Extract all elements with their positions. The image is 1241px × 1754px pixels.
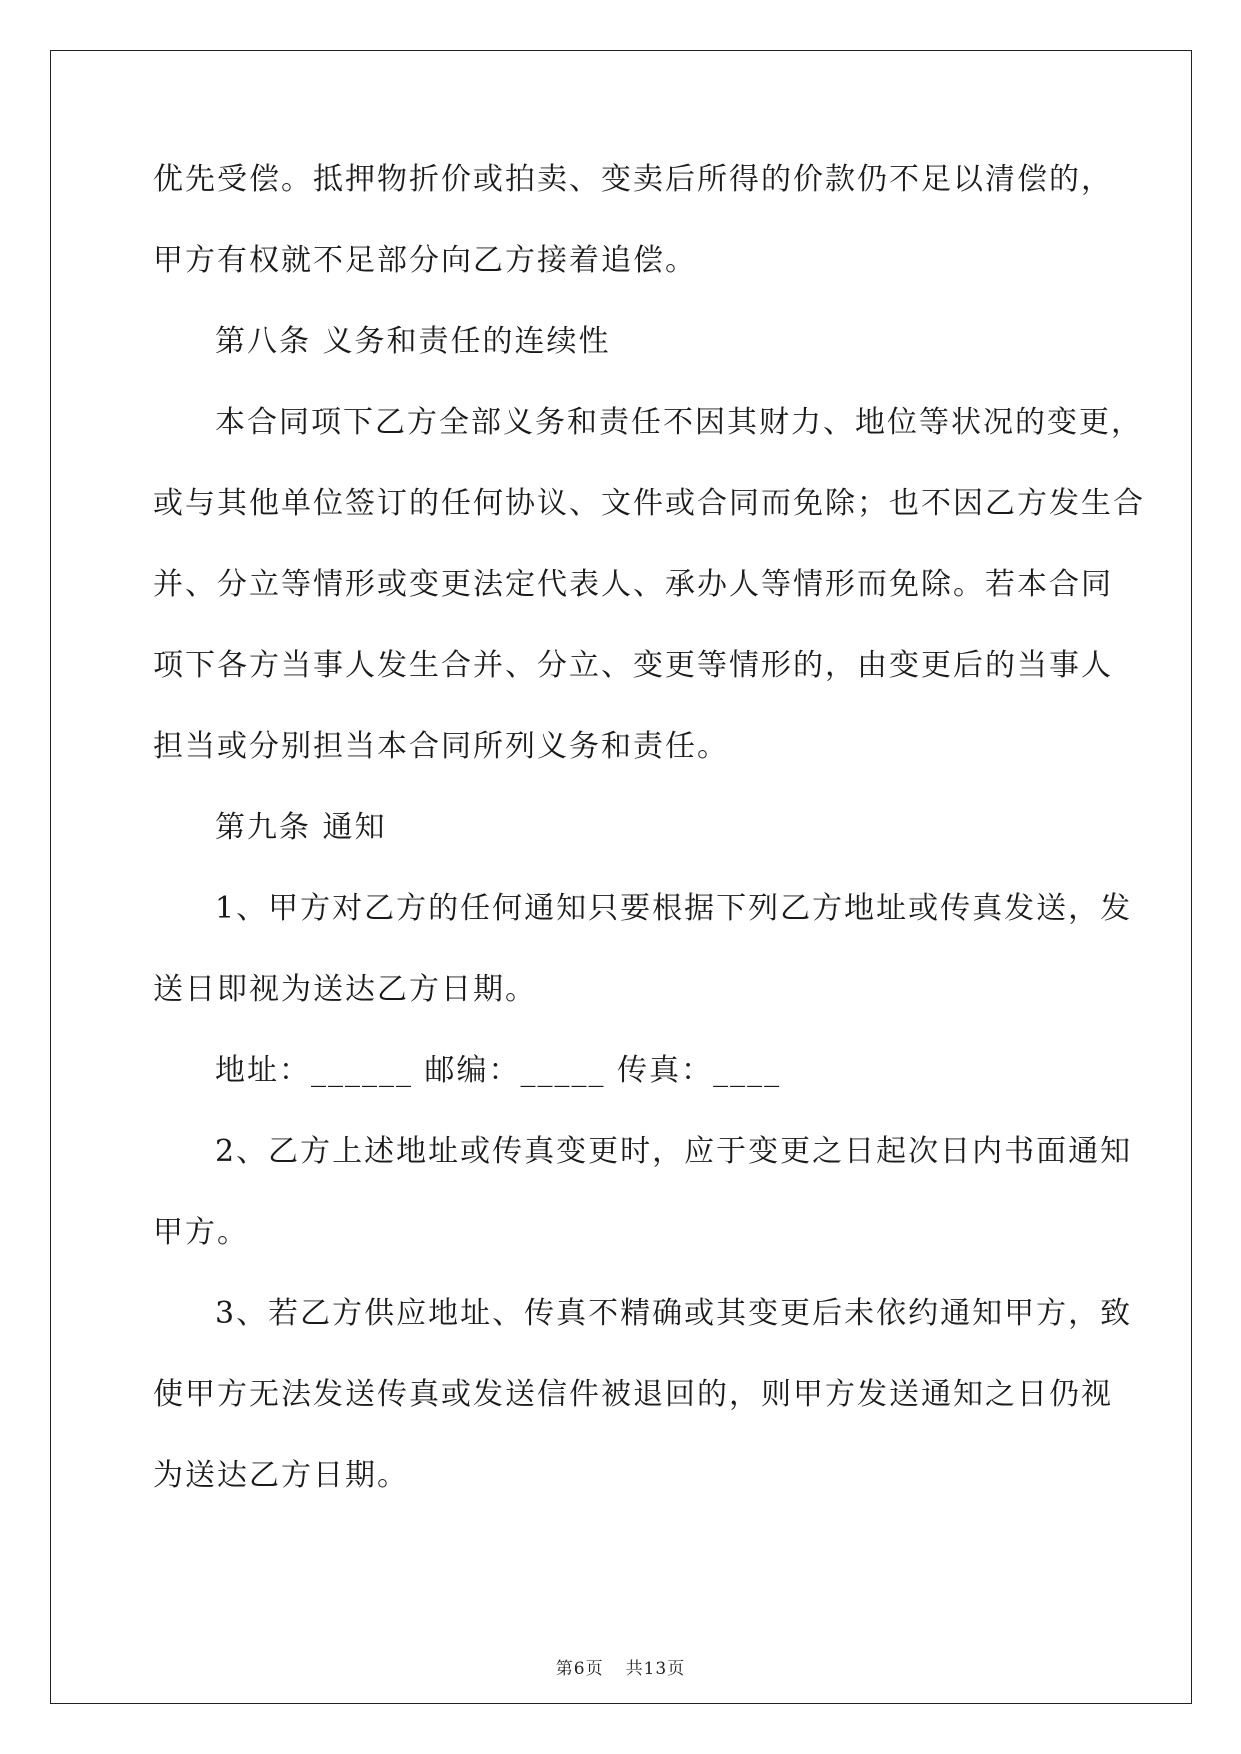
text-line: 项下各方当事人发生合并、分立、变更等情形的，由变更后的当事人	[153, 648, 1113, 683]
address-fields-line: 地址：______ 邮编：_____ 传真：____	[215, 1053, 782, 1088]
page-total: 共13页	[625, 1659, 686, 1679]
text-line: 或与其他单位签订的任何协议、文件或合同而免除；也不因乙方发生合	[153, 486, 1145, 521]
text-line: 1、甲方对乙方的任何通知只要根据下列乙方地址或传真发送，发	[215, 891, 1133, 926]
text-line: 为送达乙方日期。	[153, 1458, 409, 1493]
text-line: 甲方有权就不足部分向乙方接着追偿。	[153, 243, 697, 278]
text-line: 3、若乙方供应地址、传真不精确或其变更后未依约通知甲方，致	[215, 1296, 1133, 1331]
article-heading: 第八条 义务和责任的连续性	[215, 324, 611, 359]
text-line: 优先受偿。抵押物折价或拍卖、变卖后所得的价款仍不足以清偿的，	[153, 162, 1113, 197]
text-line: 2、乙方上述地址或传真变更时，应于变更之日起次日内书面通知	[215, 1134, 1133, 1169]
page-number: 第6页	[555, 1659, 604, 1679]
article-heading: 第九条 通知	[215, 810, 387, 845]
text-line: 担当或分别担当本合同所列义务和责任。	[153, 729, 729, 764]
text-line: 送日即视为送达乙方日期。	[153, 972, 537, 1007]
document-body	[153, 150, 1145, 1527]
page-footer	[0, 1654, 1241, 1679]
text-line: 使甲方无法发送传真或发送信件被退回的，则甲方发送通知之日仍视	[153, 1377, 1113, 1412]
text-line: 并、分立等情形或变更法定代表人、承办人等情形而免除。若本合同	[153, 567, 1113, 602]
text-line: 本合同项下乙方全部义务和责任不因其财力、地位等状况的变更，	[215, 405, 1143, 440]
text-line: 甲方。	[153, 1215, 249, 1250]
